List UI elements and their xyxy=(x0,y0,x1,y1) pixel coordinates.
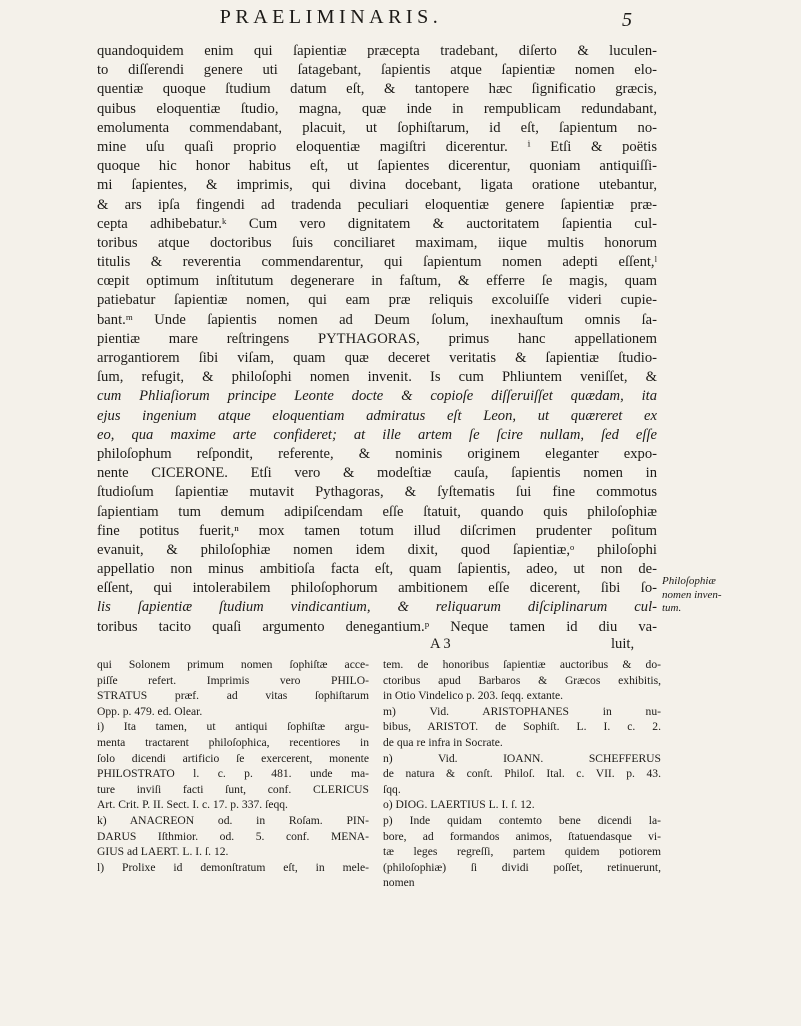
text-line: to diſſerendi genere uti ſatagebant, ſapientis atque ſapientiæ nomen elo- xyxy=(97,62,657,79)
main-text-block xyxy=(97,42,657,637)
text-line: titulis & reverentia commendarentur, qui ſapientum nomen adepti eſſent,ˡ xyxy=(97,254,657,271)
text-line: ejus ingenium atque eloquentiam admiratus eſt Leon, ut quæreret ex xyxy=(97,407,657,424)
signature-mark: A 3 xyxy=(430,636,451,652)
footnote-line: piſſe refert. Imprimis vero PHILO- xyxy=(97,673,369,687)
footnote-line: tem. de honoribus ſapientiæ auctoribus & do- xyxy=(383,658,661,671)
text-line: ſapientiam tum demum adipiſcendam eſſe ſtatuit, quando quis philoſophiæ xyxy=(97,503,657,520)
footnote-line: k) ANACREON od. in Roſam. PIN- xyxy=(97,813,369,827)
text-line: fine potitus fuerit,ⁿ mox tamen totum illud diſcrimen prudenter poſitum xyxy=(97,522,657,539)
footnote-line: STRATUS præf. ad vitas ſophiſtarum xyxy=(97,689,369,703)
text-line: toribus tacito quaſi argumento denegantium.ᵖ Neque tamen id diu va- xyxy=(97,618,657,635)
footnote-line: ſolo dicendi artificio ſe exercerent, monente xyxy=(97,751,369,765)
text-line: cepta adhibebatur.ᵏ Cum vero dignitatem & auctoritatem ſapientia cul- xyxy=(97,215,657,232)
footnote-line: nomen xyxy=(383,876,415,890)
footnote-line: bibus, ARISTOT. de Sophiſt. L. I. c. 2. xyxy=(383,720,661,734)
running-title: PRAELIMINARIS. xyxy=(219,6,443,28)
margin-note-line: Philoſophiæ xyxy=(662,575,716,587)
text-line: ſtudioſum ſapientiæ mutavit Pythagoras, & ſyſtematis ſui fine commotus xyxy=(97,484,657,501)
catchword: luit, xyxy=(611,636,635,652)
footnote-line: bore, ad formandos animos, ſtatuendasque vi- xyxy=(383,829,661,843)
running-head xyxy=(0,6,801,36)
text-line: eo, qua maxime arte confideret; at ille artem ſe ſcire nullam, ſed eſſe xyxy=(97,426,657,443)
footnote-line: Art. Crit. P. II. Sect. I. c. 17. p. 337. ſeqq. xyxy=(97,798,288,812)
footnote-line: i) Ita tamen, ut antiqui ſophiſtæ argu- xyxy=(97,720,369,734)
text-line: cum Phliaſiorum principe Leonte docte & copioſe diſſeruiſſet quædam, ita xyxy=(97,388,657,405)
footnote-line: l) Prolixe id demonſtratum eſt, in mele- xyxy=(97,860,369,874)
footnote-line: (philoſophiæ) ſi dividi poſſet, retinuerunt, xyxy=(383,860,661,874)
text-line: nente CICERONE. Etſi vero & modeſtiæ cauſa, ſapientis nomen in xyxy=(97,465,657,482)
text-line: philoſophum reſpondit, referente, & nominis originem eleganter expo- xyxy=(97,445,657,462)
text-line: mi ſapientes, & imprimis, qui divina docebant, ligata oratione utebantur, xyxy=(97,177,657,194)
footnote-line: n) Vid. IOANN. SCHEFFERUS xyxy=(383,751,661,765)
footnote-line: in Otio Vindelico p. 203. ſeqq. extante. xyxy=(383,689,564,703)
footnote-line: de qua re infra in Socrate. xyxy=(383,735,503,749)
text-line: arrogantiorem ſibi viſam, quam quæ deceret veritatis & ſapientiæ ſtudio- xyxy=(97,350,657,366)
margin-note-line: nomen inven- xyxy=(662,588,722,601)
text-line: emolumenta commendabant, placuit, ut ſophiſtarum, id eſt, ſapientum no- xyxy=(97,119,657,136)
footnote-line: DARUS Iſthmior. od. 5. conf. MENA- xyxy=(97,829,369,843)
text-line: lis ſapientiæ ſtudium vindicantium, & reliquarum diſciplinarum cul- xyxy=(97,599,657,616)
text-line: pientiæ mare reſtringens PYTHAGORAS, primus hanc appellationem xyxy=(97,330,657,347)
footnote-line: ſqq. xyxy=(383,782,401,796)
text-line: eſſent, qui intolerabilem philoſophorum ambitionem eſſe dicerent, ſibi ſo- xyxy=(97,580,657,597)
footnotes-left-column xyxy=(97,657,369,875)
text-line: quoque hic honor habitus eſt, ut ſapientes dicerentur, quoniam antiquiſſi- xyxy=(97,158,657,175)
footnote-line: ture inviſi facti ſunt, conf. CLERICUS xyxy=(97,782,369,796)
footnote-line: Opp. p. 479. ed. Olear. xyxy=(97,704,203,718)
footnote-line: PHILOSTRATO l. c. p. 481. unde ma- xyxy=(97,767,369,781)
text-line: ſum, refugit, & philoſophi nomen invenit. Is cum Phliuntem veniſſet, & xyxy=(97,369,657,386)
text-line: patiebatur ſapientiæ nomen, qui eam præ reliquis excoluiſſe videri cupie- xyxy=(97,292,657,309)
text-line: evanuit, & philoſophiæ nomen idem dixit, quod ſapientiæ,ᵒ philoſophi xyxy=(97,541,657,558)
footnote-line: qui Solonem primum nomen ſophiſtæ acce- xyxy=(97,658,369,671)
footnote-line: GIUS ad LAERT. L. I. ſ. 12. xyxy=(97,845,229,859)
footnote-line: o) DIOG. LAERTIUS L. I. ſ. 12. xyxy=(383,798,535,812)
text-line: & ars ipſa fingendi ad tradenda peculiari eloquentiæ genere ſapientiæ præ- xyxy=(97,196,657,213)
text-line: cœpit optimum inſtitutum degenerare in faſtum, & efferre ſe magis, quam xyxy=(97,273,657,290)
footnote-line: ctoribus apud Barbaros & Græcos exhibitis, xyxy=(383,673,661,687)
footnote-line: de natura & conſt. Philoſ. Ital. c. VII. p. 43. xyxy=(383,767,661,781)
text-line: appellatio non minus ambitioſa facta eſt, quam ſapientis, adeo, ut non de- xyxy=(97,561,657,578)
text-line: toribus atque doctoribus ſuis conciliaret maximam, iique multis honorum xyxy=(97,234,657,251)
footnote-line: m) Vid. ARISTOPHANES in nu- xyxy=(383,704,661,718)
text-line: mine uſu quaſi proprio eloquentiæ magiſtri dicerentur. ⁱ Etſi & poëtis xyxy=(97,138,657,155)
text-line: quentiæ quoque ſtudium datum eſt, & tantopere hæc ſignificatio græcis, xyxy=(97,81,657,98)
text-line: quibus eloquentiæ ſtudio, magna, quæ inde in rempublicam redundabant, xyxy=(97,100,657,117)
footnote-line: menta tractarent philoſophica, recentiores in xyxy=(97,735,369,749)
page-number: 5 xyxy=(622,9,632,31)
footnote-line: p) Inde quidam contemto bene dicendi la- xyxy=(383,813,661,827)
margin-note xyxy=(662,575,742,616)
footnote-line: tæ leges regreſſi, partem quidem potiorem xyxy=(383,845,661,859)
text-line: bant.ᵐ Unde ſapientis nomen ad Deum ſolum, inexhauſtum omnis ſa- xyxy=(97,311,657,328)
footnotes-right-column xyxy=(383,657,661,891)
text-line: quandoquidem enim qui ſapientiæ præcepta tradebant, diſerto & luculen- xyxy=(97,43,657,59)
margin-note-line: tum. xyxy=(662,602,682,614)
